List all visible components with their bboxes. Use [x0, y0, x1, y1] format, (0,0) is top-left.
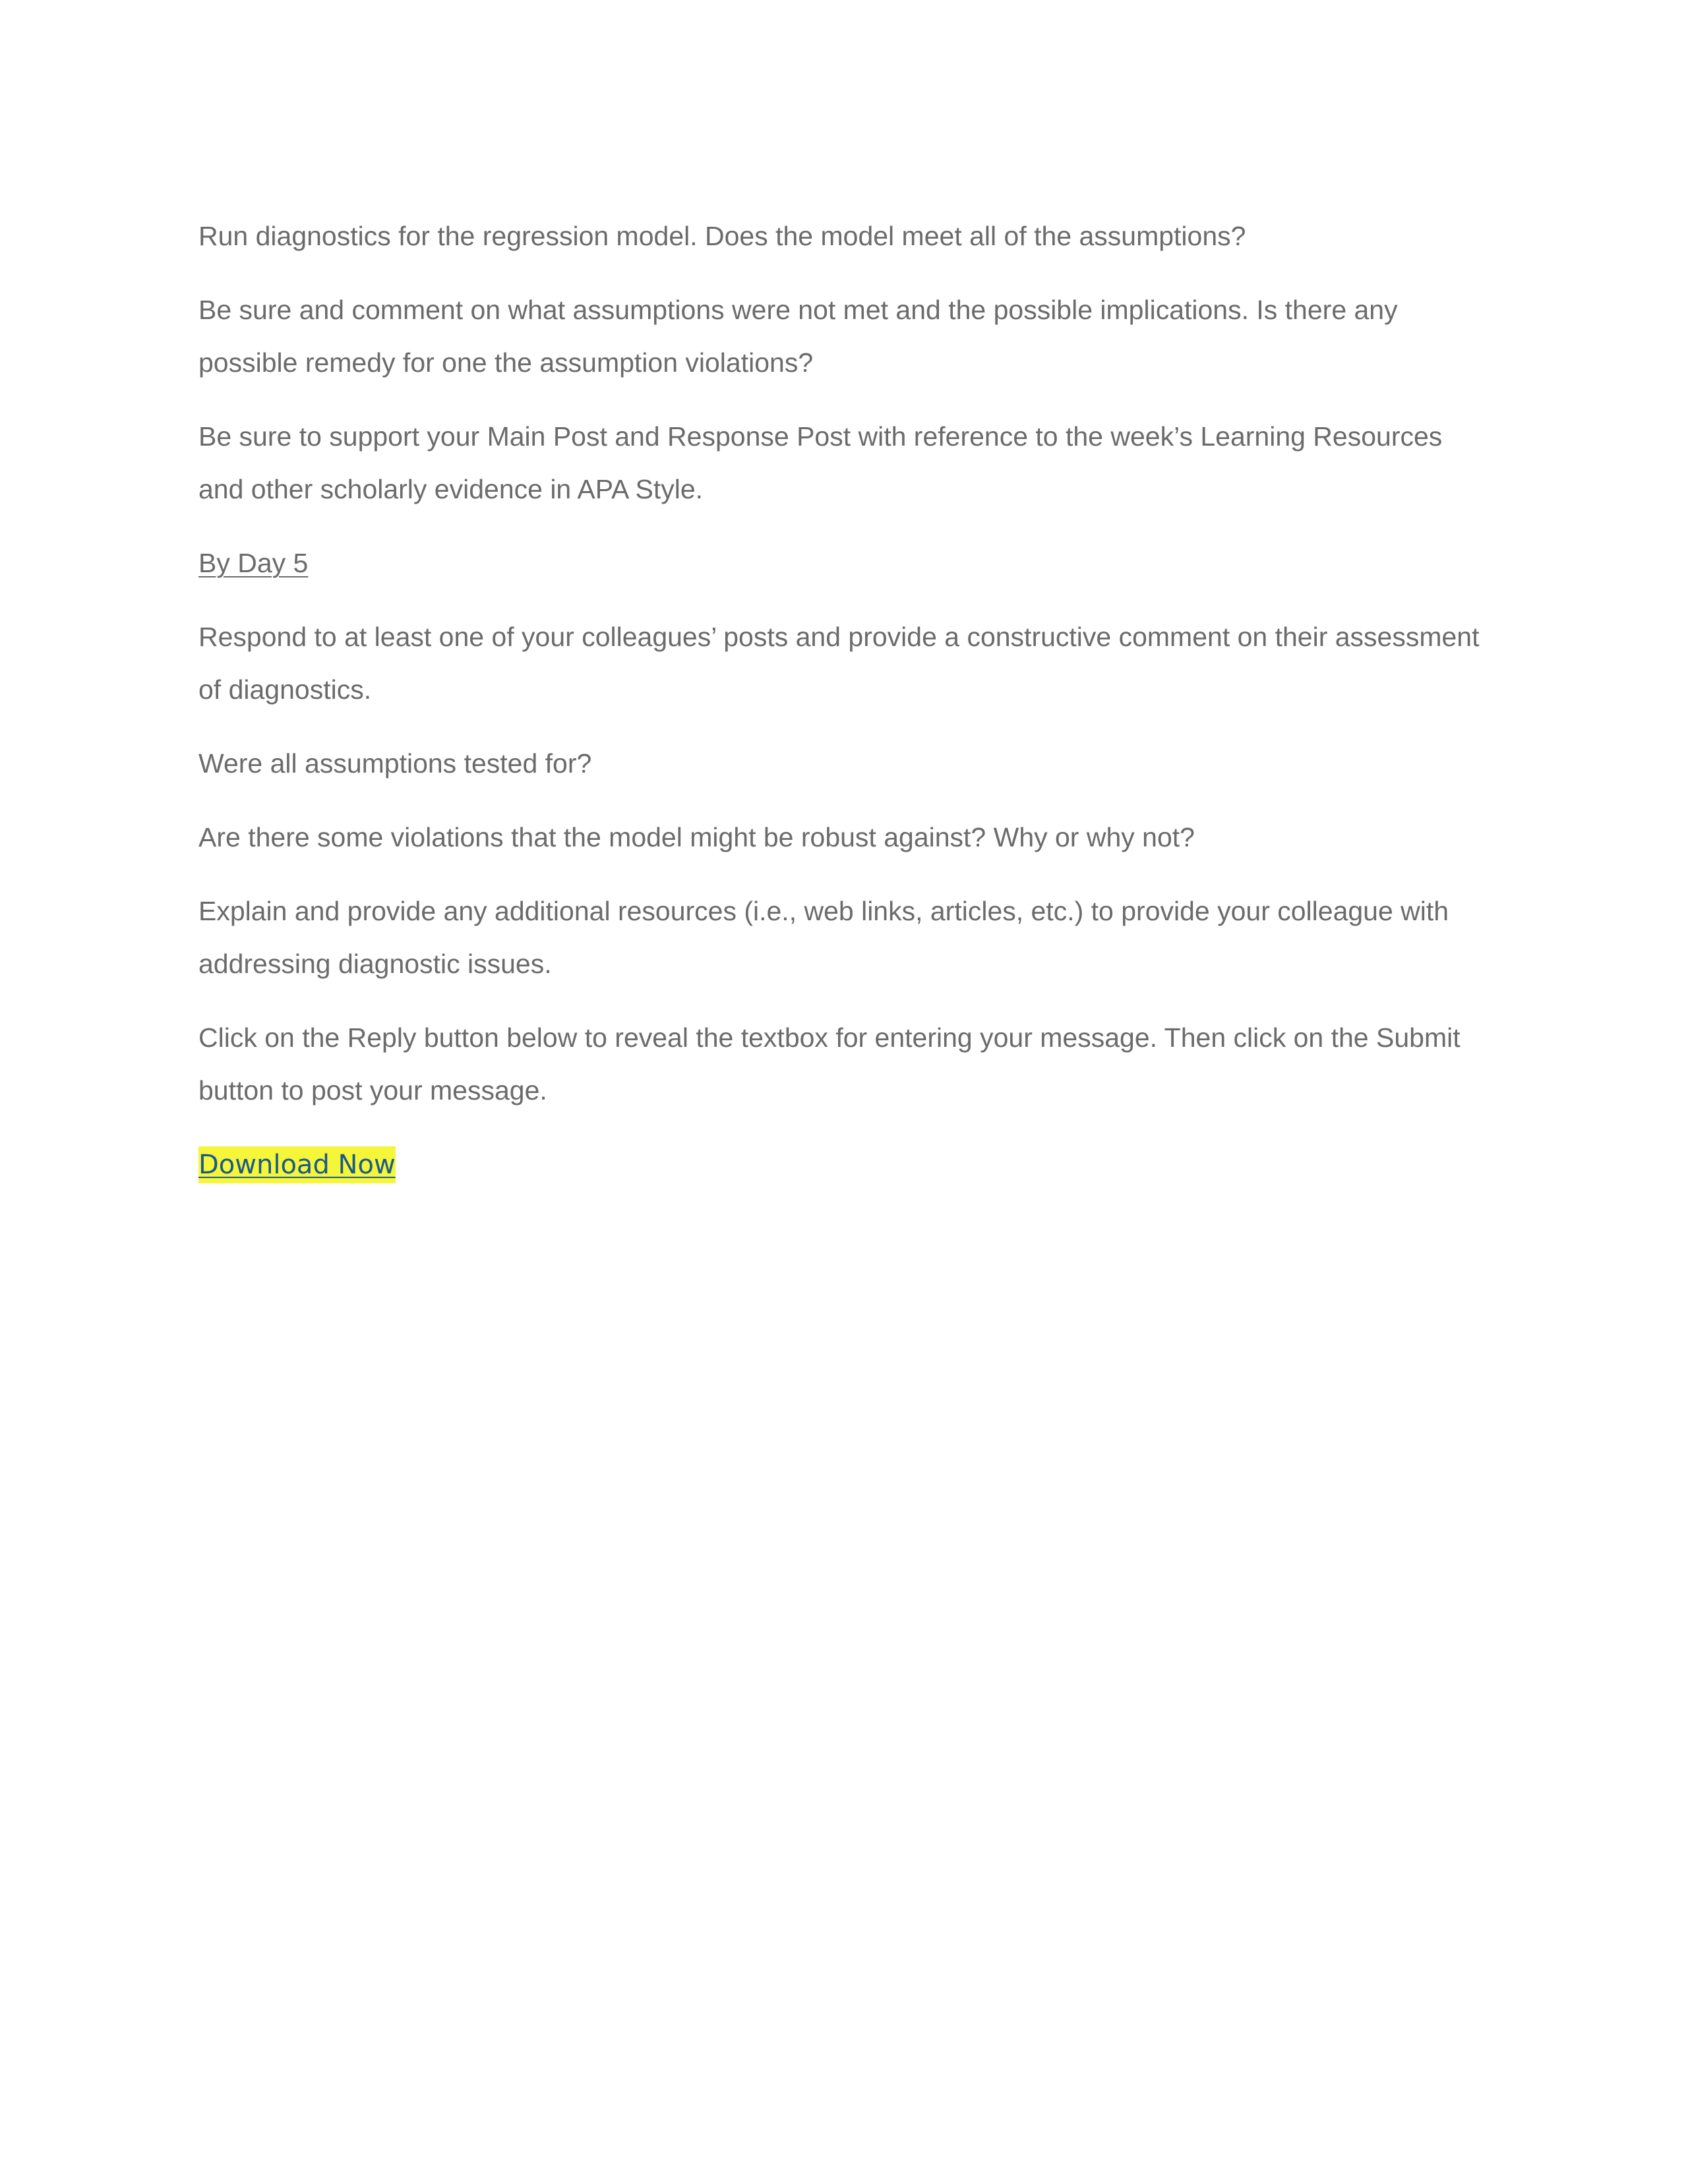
download-now-link[interactable]: Download Now [198, 1146, 396, 1183]
paragraph-respond-colleagues: Respond to at least one of your colleagues’ posts and provide a constructive comment on their assessment of diagnostics. [198, 622, 1480, 705]
section-heading-by-day-5: By Day 5 [198, 548, 309, 578]
paragraph-additional-resources: Explain and provide any additional resources (i.e., web links, articles, etc.) to provide your colleague with addressing diagnostic issues. [198, 896, 1449, 979]
paragraph-violations-robust: Are there some violations that the model might be robust against? Why or why not? [198, 822, 1195, 852]
section-heading-wrapper [198, 537, 1491, 589]
document-body [198, 210, 1491, 1191]
paragraph-assumptions-comment: Be sure and comment on what assumptions were not met and the possible implications. Is there any possible remedy for one the assumption violations? [198, 295, 1398, 378]
paragraph-reply-instructions: Click on the Reply button below to reveal the textbox for entering your message. Then click on the Submit button to post your message. [198, 1022, 1461, 1106]
paragraph-assumptions-tested: Were all assumptions tested for? [198, 748, 592, 779]
paragraph-run-diagnostics: Run diagnostics for the regression model. Does the model meet all of the assumptions? [198, 221, 1246, 251]
paragraph-support-post: Be sure to support your Main Post and Response Post with reference to the week’s Learning Resources and other scholarly evidence in APA Style. [198, 421, 1443, 504]
